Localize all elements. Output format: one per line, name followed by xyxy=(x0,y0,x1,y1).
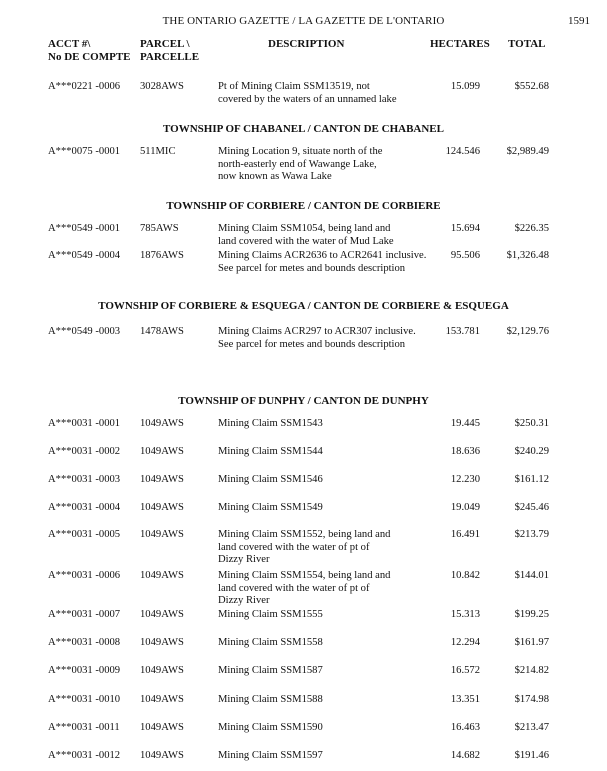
row-hectares: 16.491 xyxy=(450,529,480,540)
row-parcel: 1049AWS xyxy=(140,694,184,705)
column-header-parcel-line1: PARCEL \ xyxy=(140,38,190,50)
row-parcel: 1478AWS xyxy=(140,326,184,337)
row-description xyxy=(218,570,390,608)
row-description-line: Dizzy River xyxy=(218,595,270,607)
row-acct: A***0031 -0008 xyxy=(48,637,121,648)
page-header-title: THE ONTARIO GAZETTE / LA GAZETTE DE L'ONTARIO xyxy=(162,15,445,27)
row-total: $240.29 xyxy=(514,446,549,457)
row-total: $2,129.76 xyxy=(506,326,549,337)
row-total: $161.12 xyxy=(514,474,549,485)
row-total: $245.46 xyxy=(514,502,549,513)
row-description-line: Mining Claim SSM1054, being land and xyxy=(218,223,391,234)
row-description-line: Mining Claim SSM1554, being land and xyxy=(218,570,391,581)
row-description xyxy=(218,418,323,431)
row-description xyxy=(218,722,323,735)
row-acct: A***0031 -0012 xyxy=(48,750,121,761)
column-header-acct xyxy=(48,38,131,63)
row-total: $552.68 xyxy=(514,81,549,92)
row-parcel: 1049AWS xyxy=(140,609,184,620)
row-acct: A***0549 -0003 xyxy=(48,326,121,337)
row-parcel: 1049AWS xyxy=(140,529,184,540)
row-description xyxy=(218,637,323,650)
row-total: $191.46 xyxy=(514,750,549,761)
section-title-chabanel: TOWNSHIP OF CHABANEL / CANTON DE CHABANEL xyxy=(163,123,444,135)
column-header-acct-line1: ACCT #\ xyxy=(48,38,91,50)
row-total: $214.82 xyxy=(514,665,549,676)
page-number: 1591 xyxy=(568,15,590,27)
column-header-total: TOTAL xyxy=(508,38,546,50)
row-description-line: Mining Claim SSM1552, being land and xyxy=(218,529,391,540)
row-total: $213.79 xyxy=(514,529,549,540)
row-description-line: Mining Claim SSM1590 xyxy=(218,722,323,733)
row-description-line: Dizzy River xyxy=(218,554,270,566)
row-hectares: 153.781 xyxy=(445,326,480,337)
column-header-hectares: HECTARES xyxy=(430,38,490,50)
row-description-line: Mining Claim SSM1543 xyxy=(218,418,323,429)
row-hectares: 19.049 xyxy=(450,502,480,513)
row-description-line: Pt of Mining Claim SSM13519, not xyxy=(218,81,370,92)
row-description-line: north-easterly end of Wawange Lake, xyxy=(218,158,377,170)
row-total: $199.25 xyxy=(514,609,549,620)
row-description-line: See parcel for metes and bounds description xyxy=(218,338,406,350)
row-parcel: 1876AWS xyxy=(140,250,184,261)
column-header-description: DESCRIPTION xyxy=(268,38,345,50)
row-hectares: 13.351 xyxy=(450,694,480,705)
row-acct: A***0031 -0004 xyxy=(48,502,121,513)
row-description-line: Mining Claim SSM1588 xyxy=(218,694,323,705)
row-description xyxy=(218,326,416,351)
row-description-line: Mining Location 9, situate north of the xyxy=(218,146,383,157)
row-parcel: 1049AWS xyxy=(140,570,184,581)
row-acct: A***0031 -0001 xyxy=(48,418,121,429)
table-row xyxy=(0,250,607,290)
row-hectares: 18.636 xyxy=(450,446,480,457)
section-title-dunphy: TOWNSHIP OF DUNPHY / CANTON DE DUNPHY xyxy=(178,395,429,407)
row-hectares: 15.313 xyxy=(450,609,480,620)
table-row xyxy=(0,81,607,121)
table-row xyxy=(0,146,607,186)
row-description-line: Mining Claims ACR297 to ACR307 inclusive. xyxy=(218,326,416,337)
row-parcel: 1049AWS xyxy=(140,637,184,648)
row-description-line: Mining Claim SSM1546 xyxy=(218,474,323,485)
row-hectares: 15.099 xyxy=(450,81,480,92)
row-parcel: 511MIC xyxy=(140,146,176,157)
row-acct: A***0549 -0001 xyxy=(48,223,121,234)
row-description xyxy=(218,609,323,622)
row-parcel: 1049AWS xyxy=(140,750,184,761)
row-description-line: Mining Claims ACR2636 to ACR2641 inclusive. xyxy=(218,250,427,261)
row-acct: A***0031 -0006 xyxy=(48,570,121,581)
row-hectares: 19.445 xyxy=(450,418,480,429)
row-description-line: now known as Wawa Lake xyxy=(218,171,332,183)
row-acct: A***0549 -0004 xyxy=(48,250,121,261)
row-description xyxy=(218,81,397,106)
row-acct: A***0221 -0006 xyxy=(48,81,121,92)
row-hectares: 12.294 xyxy=(450,637,480,648)
row-total: $144.01 xyxy=(514,570,549,581)
row-acct: A***0031 -0002 xyxy=(48,446,121,457)
table-row xyxy=(0,326,607,366)
row-description-line: Mining Claim SSM1544 xyxy=(218,446,323,457)
row-parcel: 1049AWS xyxy=(140,474,184,485)
row-description-line: Mining Claim SSM1558 xyxy=(218,637,323,648)
row-description xyxy=(218,665,323,678)
row-description xyxy=(218,502,323,515)
row-parcel: 3028AWS xyxy=(140,81,184,92)
row-acct: A***0031 -0009 xyxy=(48,665,121,676)
row-description-line: Mining Claim SSM1597 xyxy=(218,750,323,761)
row-hectares: 16.463 xyxy=(450,722,480,733)
row-description xyxy=(218,146,382,184)
row-parcel: 785AWS xyxy=(140,223,179,234)
row-description xyxy=(218,529,390,567)
row-description-line: covered by the waters of an unnamed lake xyxy=(218,93,397,105)
row-total: $213.47 xyxy=(514,722,549,733)
row-description-line: land covered with the water of pt of xyxy=(218,582,370,594)
row-total: $174.98 xyxy=(514,694,549,705)
column-header-parcel-line2: PARCELLE xyxy=(140,50,200,63)
row-description xyxy=(218,250,426,275)
row-parcel: 1049AWS xyxy=(140,665,184,676)
row-parcel: 1049AWS xyxy=(140,418,184,429)
row-hectares: 15.694 xyxy=(450,223,480,234)
row-description xyxy=(218,474,323,487)
column-header-acct-line2: No DE COMPTE xyxy=(48,50,131,63)
row-total: $226.35 xyxy=(514,223,549,234)
row-description xyxy=(218,223,394,248)
row-acct: A***0031 -0007 xyxy=(48,609,121,620)
row-description-line: Mining Claim SSM1555 xyxy=(218,609,323,620)
row-description xyxy=(218,750,323,763)
row-total: $2,989.49 xyxy=(506,146,549,157)
row-hectares: 95.506 xyxy=(450,250,480,261)
row-parcel: 1049AWS xyxy=(140,502,184,513)
row-description-line: Mining Claim SSM1587 xyxy=(218,665,323,676)
row-description xyxy=(218,694,323,707)
table-row xyxy=(0,750,607,768)
row-total: $250.31 xyxy=(514,418,549,429)
column-header-parcel xyxy=(140,38,199,63)
row-acct: A***0075 -0001 xyxy=(48,146,121,157)
row-hectares: 124.546 xyxy=(445,146,480,157)
row-parcel: 1049AWS xyxy=(140,446,184,457)
row-total: $161.97 xyxy=(514,637,549,648)
row-hectares: 12.230 xyxy=(450,474,480,485)
row-hectares: 16.572 xyxy=(450,665,480,676)
row-acct: A***0031 -0003 xyxy=(48,474,121,485)
row-description-line: land covered with the water of Mud Lake xyxy=(218,235,394,247)
row-description-line: Mining Claim SSM1549 xyxy=(218,502,323,513)
row-description-line: land covered with the water of pt of xyxy=(218,541,370,553)
row-description-line: See parcel for metes and bounds description xyxy=(218,262,406,274)
section-title-corbiere-esquega: TOWNSHIP OF CORBIERE & ESQUEGA / CANTON DE CORBIERE & ESQUEGA xyxy=(98,300,509,312)
table-row xyxy=(0,570,607,610)
row-hectares: 14.682 xyxy=(450,750,480,761)
row-parcel: 1049AWS xyxy=(140,722,184,733)
table-row xyxy=(0,529,607,569)
row-acct: A***0031 -0010 xyxy=(48,694,121,705)
section-title-corbiere: TOWNSHIP OF CORBIERE / CANTON DE CORBIERE xyxy=(166,200,441,212)
row-acct: A***0031 -0005 xyxy=(48,529,121,540)
row-description xyxy=(218,446,323,459)
row-acct: A***0031 -0011 xyxy=(48,722,120,733)
row-total: $1,326.48 xyxy=(506,250,549,261)
row-hectares: 10.842 xyxy=(450,570,480,581)
